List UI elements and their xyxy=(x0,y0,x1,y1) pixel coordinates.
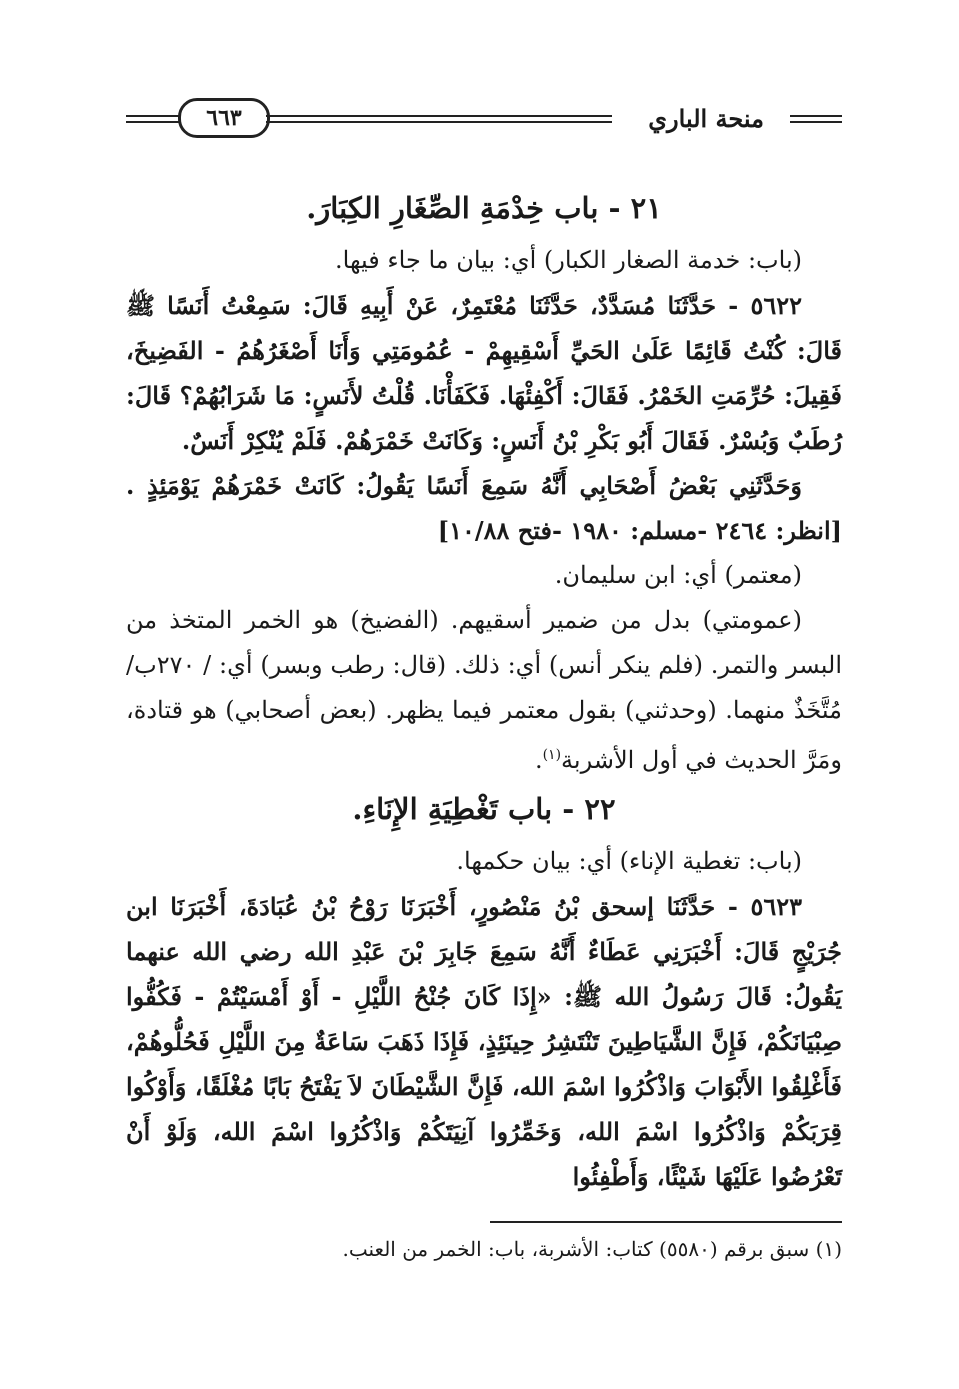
section-heading-22: ٢٢ - باب تَغْطِيَةِ الإِنَاءِ. xyxy=(352,792,616,826)
chapter-explanation-22: (باب: تغطية الإناء) أي: بيان حكمها. xyxy=(456,847,802,875)
commentary-paragraph xyxy=(126,598,842,783)
header-rule-left xyxy=(126,115,180,123)
header-rule-right xyxy=(790,115,842,123)
footnote-separator xyxy=(490,1221,842,1223)
page-header xyxy=(126,94,842,142)
footnote: (١) سبق برقم (٥٥٨٠) كتاب: الأشربة، باب: الخمر من العنب. xyxy=(342,1237,842,1261)
running-title: منحة الباري xyxy=(648,104,764,133)
commentary-end: . xyxy=(534,746,543,774)
hadith-5623: ٥٦٢٣ - حَدَّثَنَا إسحق بْنُ مَنْصُورٍ، أَخْبَرَنَا رَوْحُ بْنُ عُبَادَةَ، أَخْبَرَنَا ابن جُرَيْجٍ قَالَ: أَخْبَرَنِي عَطَاءٌ أَنَّهُ سَمِعَ جَابِرَ بْنَ عَبْدِ الله رضي الله عنهما يَقُولُ: قَالَ رَسُولُ الله ﷺ: «إِذَا كَانَ جُنْحُ اللَّيْلِ - أَوْ أَمْسَيْتُمْ - فَكُفُّوا صِبْيَانَكُمْ، فَإِنَّ الشَّيَاطِينَ تَنْتَشِرُ حِينَئِذٍ، فَإِذَا ذَهَبَ سَاعَةٌ مِنَ اللَّيْلِ فَحُلُّوهُمْ، فَأَغْلِقُوا الأَبْوَابَ وَاذْكُرُوا اسْمَ الله، فَإِنَّ الشَّيْطَانَ لاَ يَفْتَحُ بَابًا مُغْلَقًا، وَأَوْكُوا قِرَبَكُمْ وَاذْكُرُوا اسْمَ الله، وَخَمِّرُوا آنِيَتَكُمْ وَاذْكُرُوا اسْمَ الله، وَلَوْ أَنْ تَعْرُضُوا عَلَيْهَا شَيْئًا، وَأَطْفِئُوا xyxy=(126,892,842,1191)
page-number: ٦٦٣ xyxy=(178,98,270,138)
commentary-mutamir: (معتمر) أي: ابن سليمان. xyxy=(554,561,802,589)
header-rule-middle xyxy=(266,115,612,123)
chapter-explanation: (باب: خدمة الصغار الكبار) أي: بيان ما جاء فيها. xyxy=(335,246,802,274)
hadith-5622-addendum: وَحَدَّثَنِي بَعْضُ أَصْحَابِي أَنَّهُ سَمِعَ أَنَسًا يَقُولُ: كَانَتْ خَمْرَهُمْ يَوْمَئِذٍ .[انظر: ٢٤٦٤ -مسلم: ١٩٨٠ -فتح ١٠/٨٨] xyxy=(126,471,842,545)
commentary-text: (عمومتي) بدل من ضمير أسقيهم. (الفضيخ) هو الخمر المتخذ من البسر والتمر. (فلم ينكر أنس) أي: ذلك. (قال: رطب وبسر) أي: / ٢٧٠ب/ مُتَّخَذٌ منهما. (وحدثني) بقول معتمر فيما يظهر. (بعض أصحابي) هو قتادة، ومَرَّ الحديث في أول الأشربة xyxy=(126,606,842,774)
section-heading-21: ٢١ - باب خِدْمَةِ الصِّغَارِ الكِبَارَ. xyxy=(306,191,662,225)
hadith-5622: ٥٦٢٢ - حَدَّثَنَا مُسَدَّدٌ، حَدَّثَنَا مُعْتَمِرٌ، عَنْ أَبِيهِ قَالَ: سَمِعْتُ أَنَسًا ﷺ قَالَ: كُنْتُ قَائِمًا عَلَىٰ الحَيِّ أَسْقِيهِمْ - عُمُومَتِي وَأَنَا أَصْغَرُهُمُ - الفَضِيخَ، فَقِيلَ: حُرِّمَتِ الخَمْرُ. فَقَالَ: أَكْفِئْهَا. فَكَفَأْنَا. قُلْتُ لأَنَسٍ: مَا شَرَابُهُمْ؟ قَالَ: رُطَبٌ وَبُسْرٌ. فَقَالَ أَبُو بَكْرِ بْنُ أَنَسٍ: وَكَانَتْ خَمْرَهُمْ. فَلَمْ يُنْكِرْ أَنَسٌ. xyxy=(126,291,842,455)
main-text xyxy=(126,188,842,1199)
footnote-marker: (١) xyxy=(542,747,562,763)
